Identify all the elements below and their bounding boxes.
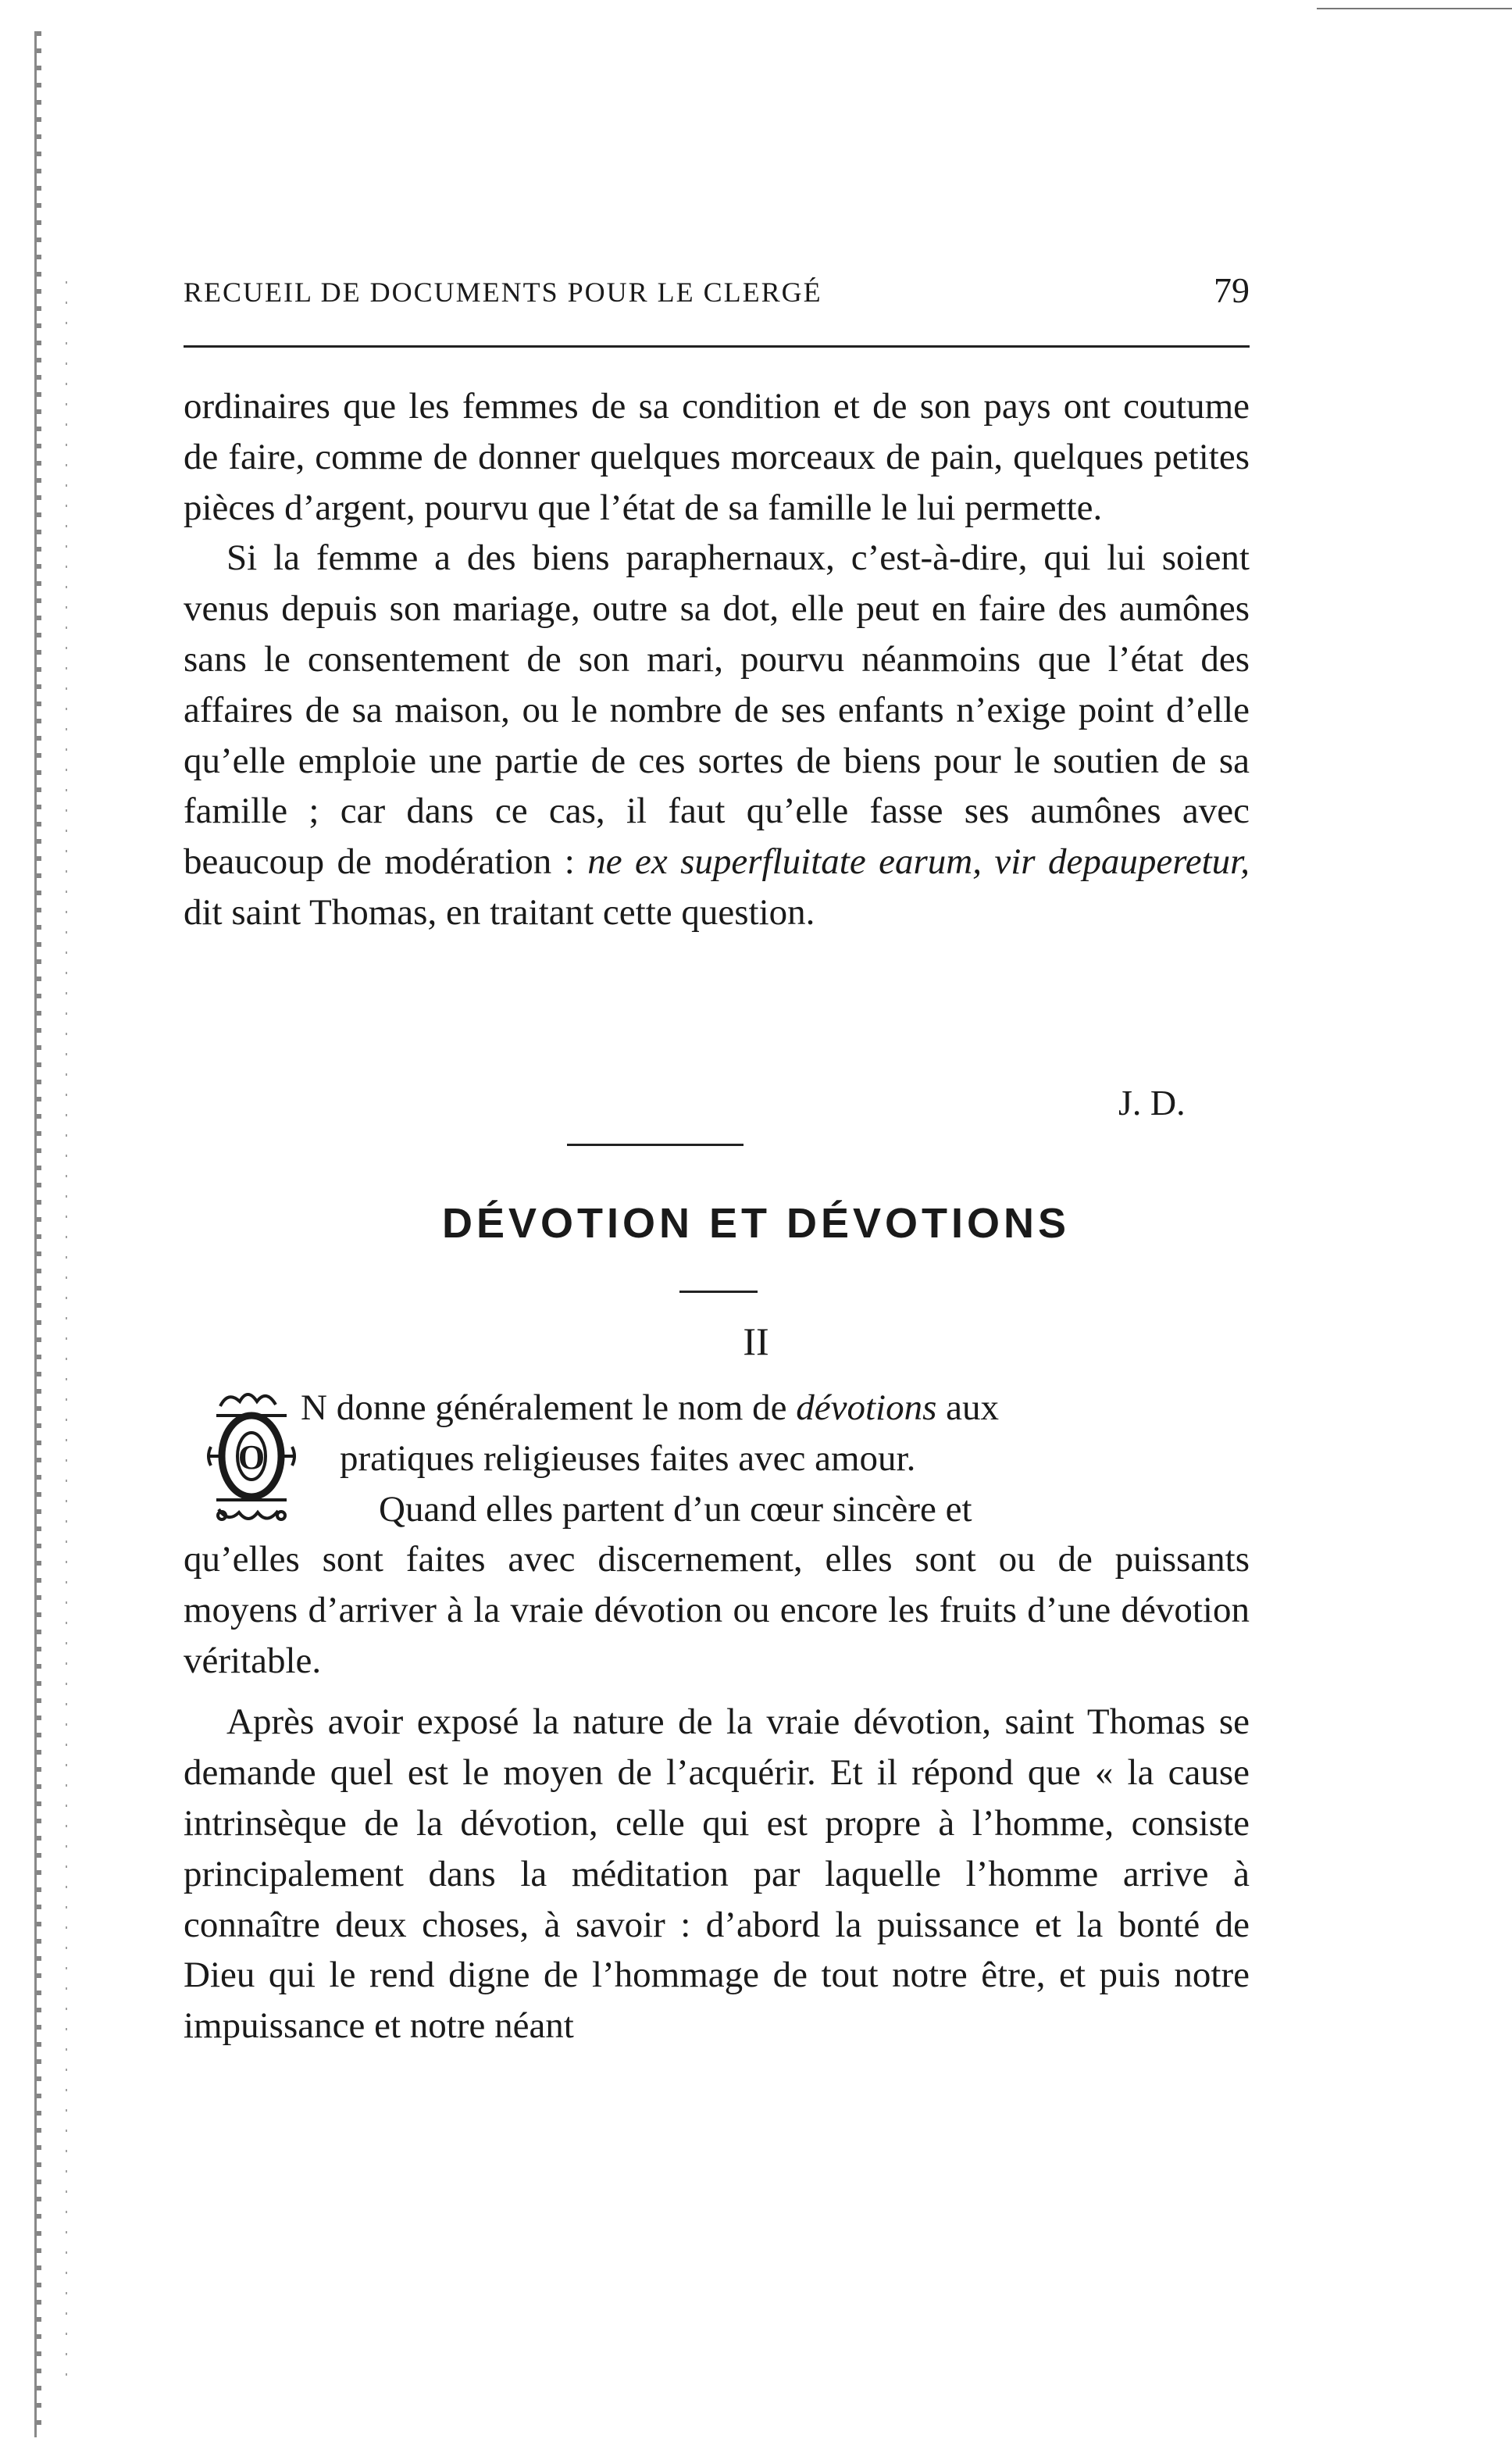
- paragraph: qu’elles sont faites avec discernement, elles sont ou de puissants moyens d’arriver à la vraie dévotion ou encore les fruits d’une dévotion véritable.: [184, 1539, 1250, 1681]
- paragraph-text: dit saint Thomas, en traitant cette question.: [184, 891, 815, 933]
- italic-term: dévotions: [796, 1387, 937, 1428]
- dropcap-line-1: [301, 1383, 1250, 1434]
- section-number: II: [743, 1319, 769, 1363]
- scan-edge-line: [1317, 8, 1512, 9]
- paragraph: [184, 533, 1250, 937]
- section-separator: [567, 1144, 744, 1146]
- line-text: N donne généralement le nom de: [301, 1387, 787, 1428]
- dropcap-line-3: Quand elles partent d’un cœur sincère et: [379, 1488, 972, 1530]
- paragraph: Après avoir exposé la nature de la vraie dévotion, saint Thomas se demande quel est le moyen de l’acquérir. Et il répond que « la cause intrinsèque de la dévotion, celle qui est propre à l’homme, consiste principalement dans la méditation par laquelle l’homme arrive à connaître deux choses, à savoir : d’abord la puissance et la bonté de Dieu qui le rend digne de l’hommage de tout notre être, et puis notre impuissance et notre néant: [184, 1701, 1250, 2047]
- article-continuation: [184, 381, 1250, 938]
- paragraph-text: Si la femme a des biens paraphernaux, c’est-à-dire, qui lui soient venus depuis son mariage, outre sa dot, elle peut en faire des aumônes sans le consentement de son mari, pourvu néanmoins que l’état des affaires de sa maison, ou le nombre de ses enfants n’exige point d’elle qu’elle emploie une partie de ces sortes de biens pour le soutien de sa famille ; car dans ce cas, il faut qu’elle fasse ses aumônes avec beaucoup de modération :: [184, 537, 1250, 883]
- dropcap-line-2: pratiques religieuses faites avec amour.: [340, 1437, 916, 1479]
- latin-quote: ne ex superfluitate earum, vir depauperetur,: [587, 841, 1250, 883]
- title-rule: [679, 1291, 758, 1293]
- ornamental-dropcap-o: [205, 1384, 298, 1529]
- page-number: 79: [1214, 270, 1250, 310]
- dropcap-ornament-icon: [205, 1384, 298, 1529]
- running-title: RECUEIL DE DOCUMENTS POUR LE CLERGÉ: [184, 277, 822, 308]
- paragraph: ordinaires que les femmes de sa condition et de son pays ont coutume de faire, comme de donner quelques morceaux de pain, quelques petites pièces d’argent, pourvu que l’état de sa famille le lui permette.: [184, 386, 1250, 528]
- section-title: DÉVOTION ET DÉVOTIONS: [441, 1200, 1071, 1247]
- header-rule: [184, 345, 1250, 348]
- author-signature: J. D.: [1118, 1083, 1186, 1123]
- line-text: aux: [946, 1387, 1000, 1428]
- section-body: [184, 1534, 1250, 2051]
- dropcap-letter: O: [237, 1438, 266, 1476]
- dropcap-lines: [301, 1383, 1250, 1534]
- page-header: [184, 270, 1250, 309]
